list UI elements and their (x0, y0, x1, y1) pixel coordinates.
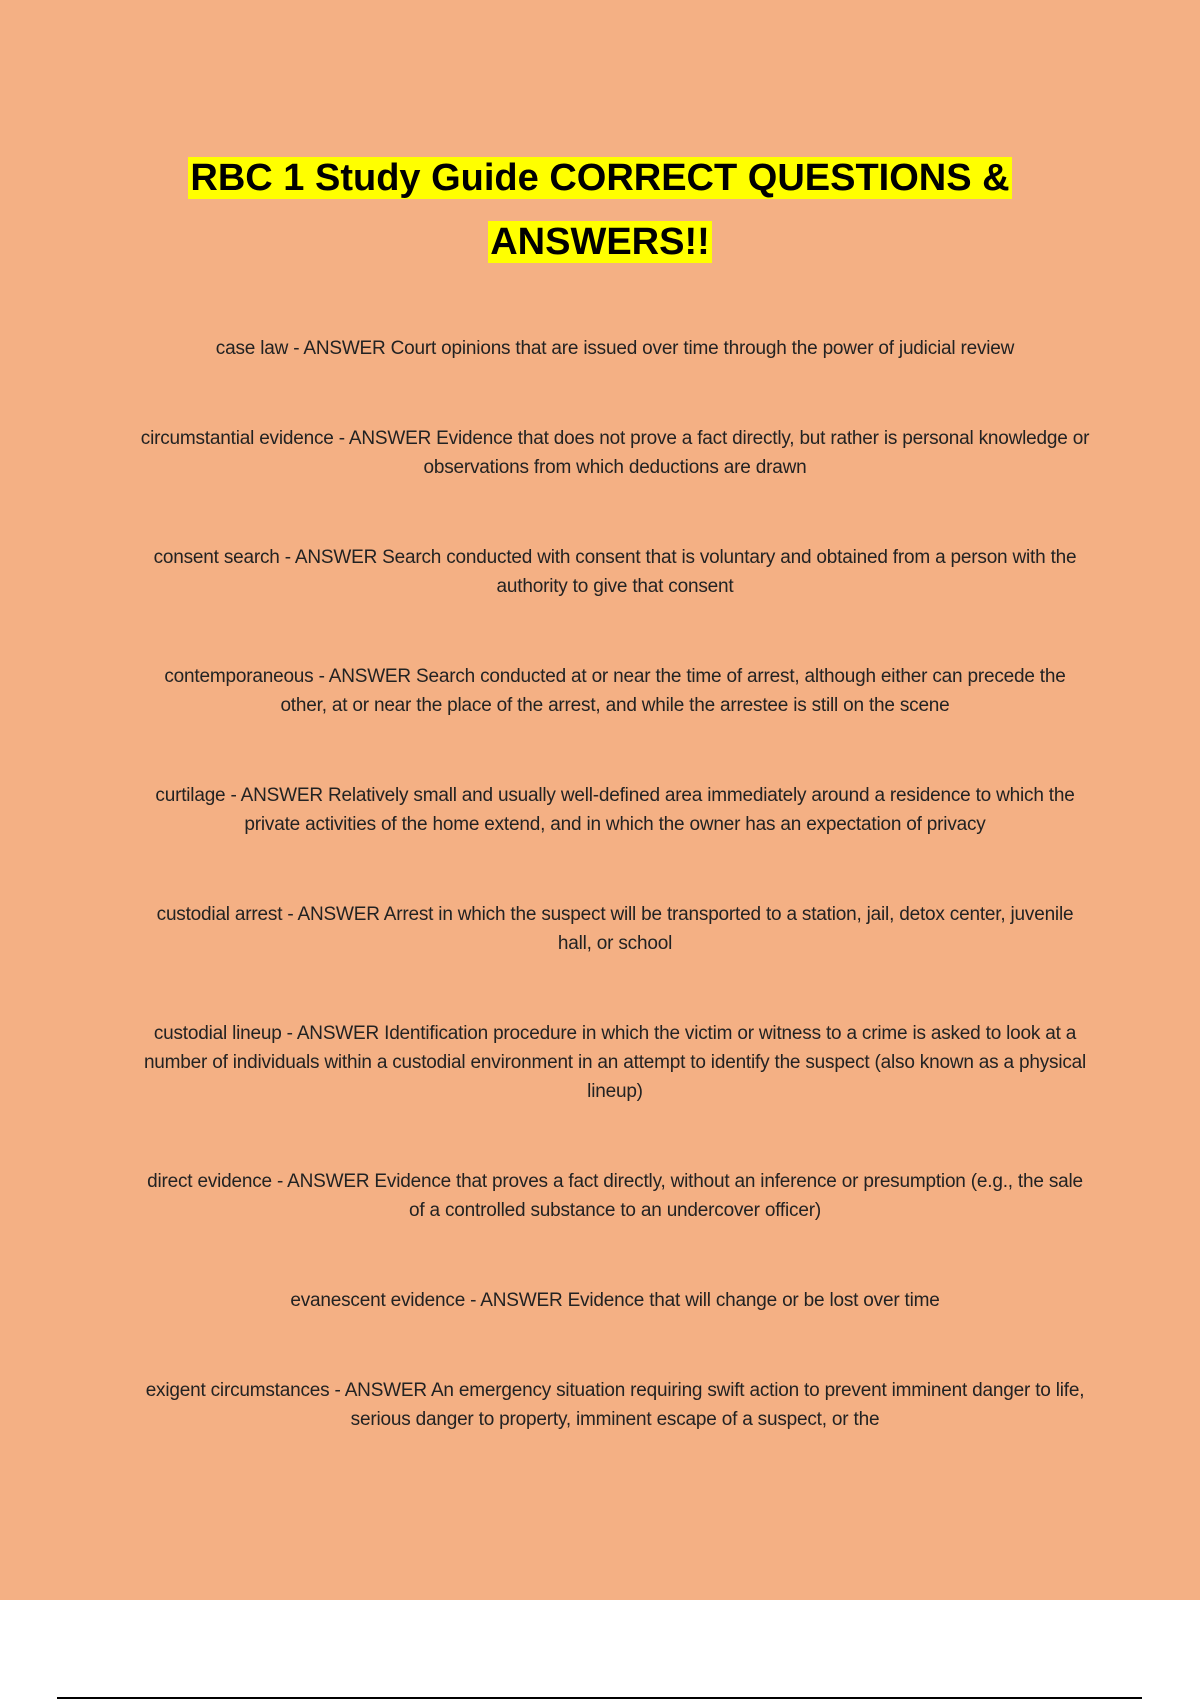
qa-entry (140, 662, 1090, 720)
qa-entry (140, 543, 1090, 601)
qa-term: curtilage (155, 785, 226, 806)
qa-separator: - ANSWER (281, 1023, 385, 1044)
qa-separator: - ANSWER (288, 338, 391, 359)
qa-term: direct evidence (147, 1171, 272, 1192)
qa-answer: Arrest in which the suspect will be transported to a station, jail, detox center, juvenile hall, or school (383, 904, 1074, 954)
qa-separator: - ANSWER (225, 785, 328, 806)
qa-answer: Search conducted at or near the time of arrest, although either can precede the other, at or near the place of the arrest, and while the arrestee is still on the scene (280, 666, 1066, 716)
qa-entry (140, 900, 1090, 958)
qa-answer: Identification procedure in which the victim or witness to a crime is asked to look at a number of individuals within a custodial environment in an attempt to identify the suspect (also known as a physical lineup) (143, 1023, 1087, 1102)
title-line-2: ANSWERS!! (490, 221, 710, 263)
qa-entry (140, 1167, 1090, 1225)
qa-term: contemporaneous (164, 666, 314, 687)
qa-answer: Evidence that proves a fact directly, without an inference or presumption (e.g., the sale of a controlled substance to an undercover officer) (374, 1171, 1083, 1221)
qa-entry (140, 1286, 1090, 1315)
qa-term: evanescent evidence (290, 1290, 466, 1311)
qa-entry (140, 781, 1090, 839)
footer-divider (57, 1697, 1142, 1699)
qa-answer: An emergency situation requiring swift action to prevent imminent danger to life, serious danger to property, imminent escape of a suspect, or the (350, 1380, 1085, 1430)
qa-answer: Evidence that will change or be lost over time (567, 1290, 940, 1311)
qa-entry (140, 1019, 1090, 1106)
qa-list (140, 334, 1090, 1495)
qa-answer: Relatively small and usually well-defined area immediately around a residence to which the private activities of the home extend, and in which the owner has an expectation of privacy (244, 785, 1075, 835)
qa-answer: Evidence that does not prove a fact directly, but rather is personal knowledge or observations from which deductions are drawn (423, 428, 1090, 478)
qa-separator: - ANSWER (271, 1171, 375, 1192)
qa-term: consent search (153, 547, 280, 568)
qa-separator: - ANSWER (279, 547, 383, 568)
qa-entry (140, 1376, 1090, 1434)
qa-answer: Search conducted with consent that is voluntary and obtained from a person with the authority to give that consent (382, 547, 1077, 597)
qa-entry (140, 334, 1090, 363)
qa-answer: Court opinions that are issued over time through the power of judicial review (390, 338, 1015, 359)
title-line-1: RBC 1 Study Guide CORRECT QUESTIONS & (190, 157, 1010, 199)
qa-term: circumstantial evidence (140, 428, 334, 449)
qa-separator: - ANSWER (333, 428, 437, 449)
qa-separator: - ANSWER (329, 1380, 431, 1401)
qa-term: case law (215, 338, 289, 359)
qa-term: custodial lineup (153, 1023, 282, 1044)
qa-term: custodial arrest (156, 904, 283, 925)
qa-separator: - ANSWER (465, 1290, 568, 1311)
qa-separator: - ANSWER (282, 904, 384, 925)
qa-term: exigent circumstances (145, 1380, 330, 1401)
qa-separator: - ANSWER (313, 666, 416, 687)
page-title (100, 146, 1100, 274)
qa-entry (140, 424, 1090, 482)
